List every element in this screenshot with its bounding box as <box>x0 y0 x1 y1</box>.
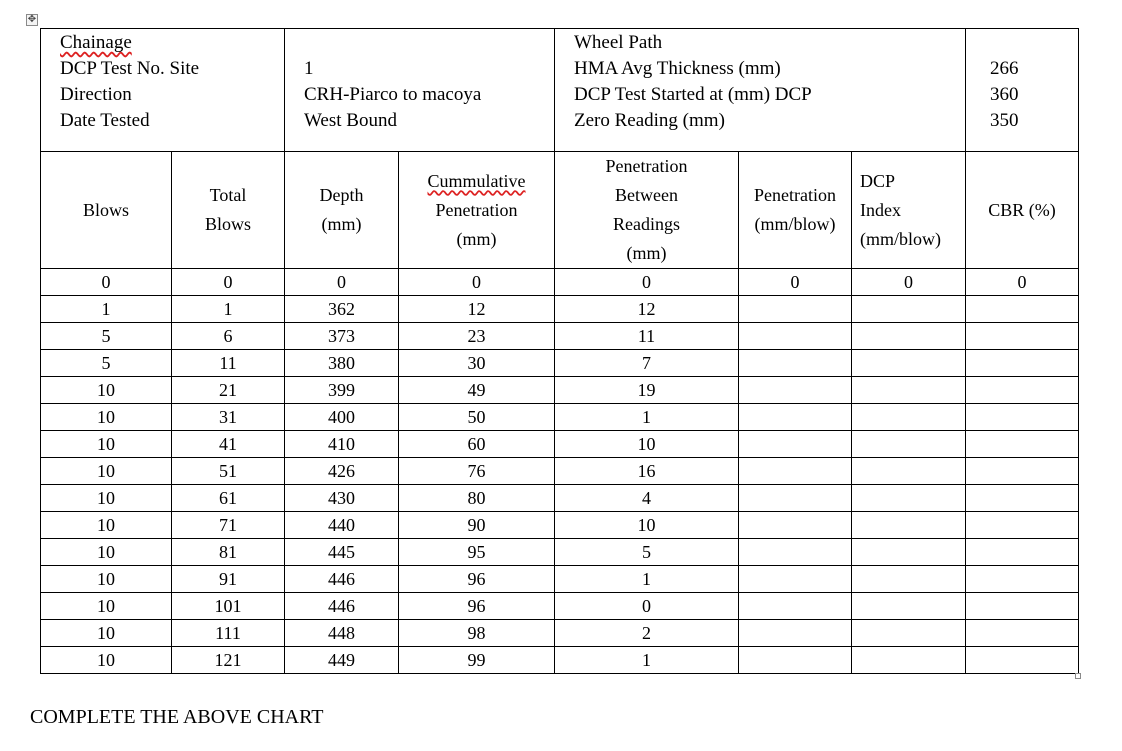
cell-depth: 362 <box>285 296 399 323</box>
cell-cumulative: 96 <box>399 593 555 620</box>
cell-blows: 5 <box>41 323 172 350</box>
test-info-values <box>285 29 555 152</box>
cell-cumulative: 30 <box>399 350 555 377</box>
cell-cumulative: 23 <box>399 323 555 350</box>
col-header-cumulative: Cummulative Penetration (mm) <box>399 152 555 269</box>
cell-pen-rate <box>739 296 852 323</box>
cell-depth: 426 <box>285 458 399 485</box>
cell-pen-rate <box>739 404 852 431</box>
cell-cumulative: 80 <box>399 485 555 512</box>
cell-cbr <box>966 296 1079 323</box>
cell-total-blows: 21 <box>172 377 285 404</box>
cell-cumulative: 60 <box>399 431 555 458</box>
cell-cumulative: 12 <box>399 296 555 323</box>
cell-cbr: 0 <box>966 269 1079 296</box>
cell-dcp-index <box>852 566 966 593</box>
cell-pen-between: 10 <box>555 431 739 458</box>
cell-depth: 399 <box>285 377 399 404</box>
col-header-total-blows: Total Blows <box>172 152 285 269</box>
cell-depth: 446 <box>285 593 399 620</box>
cell-pen-between: 0 <box>555 593 739 620</box>
cell-cumulative: 49 <box>399 377 555 404</box>
table-row <box>41 296 1079 323</box>
cell-pen-between: 1 <box>555 404 739 431</box>
cell-cbr <box>966 485 1079 512</box>
cell-dcp-index <box>852 512 966 539</box>
cell-total-blows: 1 <box>172 296 285 323</box>
cell-total-blows: 6 <box>172 323 285 350</box>
column-header-row <box>41 152 1079 269</box>
cell-cbr <box>966 593 1079 620</box>
table-row <box>41 539 1079 566</box>
cell-blows: 10 <box>41 485 172 512</box>
cell-blows: 10 <box>41 431 172 458</box>
cell-pen-between: 1 <box>555 566 739 593</box>
table-row <box>41 593 1079 620</box>
cell-depth: 448 <box>285 620 399 647</box>
test-info-row <box>41 29 1079 152</box>
table-row <box>41 323 1079 350</box>
cell-cumulative: 99 <box>399 647 555 674</box>
table-move-handle-icon[interactable]: ✥ <box>27 14 37 25</box>
cell-blows: 10 <box>41 647 172 674</box>
cell-cumulative: 90 <box>399 512 555 539</box>
cell-depth: 449 <box>285 647 399 674</box>
cell-pen-rate <box>739 620 852 647</box>
cell-cbr <box>966 566 1079 593</box>
cell-blows: 10 <box>41 458 172 485</box>
col-header-cbr: CBR (%) <box>966 152 1079 269</box>
dcp-test-table <box>40 28 1079 674</box>
cell-depth: 440 <box>285 512 399 539</box>
cell-pen-between: 0 <box>555 269 739 296</box>
cell-pen-rate <box>739 512 852 539</box>
cell-depth: 0 <box>285 269 399 296</box>
label-dcp-started: DCP Test Started at (mm) DCP <box>574 84 812 105</box>
cell-blows: 10 <box>41 566 172 593</box>
cell-pen-rate: 0 <box>739 269 852 296</box>
cell-cumulative: 98 <box>399 620 555 647</box>
table-row <box>41 485 1079 512</box>
table-row <box>41 647 1079 674</box>
table-row <box>41 620 1079 647</box>
cell-cumulative: 95 <box>399 539 555 566</box>
cell-pen-between: 5 <box>555 539 739 566</box>
table-resize-handle-icon[interactable] <box>1075 673 1081 679</box>
cell-cbr <box>966 431 1079 458</box>
cell-dcp-index <box>852 377 966 404</box>
label-date-tested: Date Tested <box>60 110 150 131</box>
cell-pen-between: 7 <box>555 350 739 377</box>
cell-pen-rate <box>739 647 852 674</box>
cell-pen-rate <box>739 485 852 512</box>
cell-pen-between: 4 <box>555 485 739 512</box>
cell-total-blows: 71 <box>172 512 285 539</box>
label-direction: Direction <box>60 84 132 105</box>
test-info-labels <box>41 29 285 152</box>
label-zero-reading: Zero Reading (mm) <box>574 110 725 131</box>
value-test-no: 1 <box>304 58 314 79</box>
label-wheel-path: Wheel Path <box>574 32 663 53</box>
cell-blows: 10 <box>41 539 172 566</box>
cell-depth: 400 <box>285 404 399 431</box>
table-row <box>41 377 1079 404</box>
value-zero-reading: 350 <box>990 110 1019 131</box>
cell-cumulative: 0 <box>399 269 555 296</box>
cell-total-blows: 0 <box>172 269 285 296</box>
cell-cumulative: 76 <box>399 458 555 485</box>
cell-total-blows: 101 <box>172 593 285 620</box>
cell-blows: 1 <box>41 296 172 323</box>
cell-cbr <box>966 350 1079 377</box>
table-row <box>41 566 1079 593</box>
value-direction: West Bound <box>304 110 397 131</box>
cell-pen-between: 1 <box>555 647 739 674</box>
cell-dcp-index <box>852 647 966 674</box>
cell-pen-rate <box>739 539 852 566</box>
cell-blows: 10 <box>41 404 172 431</box>
cell-depth: 446 <box>285 566 399 593</box>
cell-cbr <box>966 620 1079 647</box>
cell-cumulative: 50 <box>399 404 555 431</box>
cell-dcp-index <box>852 323 966 350</box>
value-dcp-started: 360 <box>990 84 1019 105</box>
cell-cbr <box>966 458 1079 485</box>
cell-pen-between: 19 <box>555 377 739 404</box>
cell-total-blows: 41 <box>172 431 285 458</box>
label-chainage: Chainage <box>60 32 132 53</box>
cell-dcp-index: 0 <box>852 269 966 296</box>
col-header-depth: Depth (mm) <box>285 152 399 269</box>
cell-pen-rate <box>739 458 852 485</box>
test-params-values <box>966 29 1079 152</box>
cell-total-blows: 81 <box>172 539 285 566</box>
cell-dcp-index <box>852 296 966 323</box>
cell-cbr <box>966 647 1079 674</box>
cell-cbr <box>966 539 1079 566</box>
cell-dcp-index <box>852 593 966 620</box>
label-test-no-site: DCP Test No. Site <box>60 58 200 79</box>
table-row <box>41 269 1079 296</box>
cell-total-blows: 61 <box>172 485 285 512</box>
cell-pen-rate <box>739 350 852 377</box>
cell-dcp-index <box>852 539 966 566</box>
cell-dcp-index <box>852 431 966 458</box>
cell-depth: 373 <box>285 323 399 350</box>
cell-cbr <box>966 323 1079 350</box>
cell-cbr <box>966 377 1079 404</box>
cell-cbr <box>966 404 1079 431</box>
value-site: CRH-Piarco to macoya <box>304 84 482 105</box>
data-rows <box>41 269 1079 674</box>
cell-pen-rate <box>739 323 852 350</box>
cell-pen-rate <box>739 431 852 458</box>
cell-dcp-index <box>852 485 966 512</box>
table-row <box>41 431 1079 458</box>
table-row <box>41 512 1079 539</box>
cell-dcp-index <box>852 404 966 431</box>
cell-total-blows: 11 <box>172 350 285 377</box>
label-hma-thickness: HMA Avg Thickness (mm) <box>574 58 781 79</box>
cell-total-blows: 121 <box>172 647 285 674</box>
cell-depth: 430 <box>285 485 399 512</box>
cell-dcp-index <box>852 620 966 647</box>
col-header-dcp-index: DCP Index (mm/blow) <box>852 152 966 269</box>
table-row <box>41 350 1079 377</box>
cell-pen-between: 2 <box>555 620 739 647</box>
cell-blows: 0 <box>41 269 172 296</box>
cell-blows: 5 <box>41 350 172 377</box>
col-header-pen-rate: Penetration (mm/blow) <box>739 152 852 269</box>
table-row <box>41 404 1079 431</box>
cell-blows: 10 <box>41 512 172 539</box>
cell-dcp-index <box>852 350 966 377</box>
col-header-pen-between: Penetration Between Readings (mm) <box>555 152 739 269</box>
cell-pen-rate <box>739 566 852 593</box>
cell-total-blows: 51 <box>172 458 285 485</box>
cell-pen-rate <box>739 593 852 620</box>
cell-blows: 10 <box>41 377 172 404</box>
cell-dcp-index <box>852 458 966 485</box>
cell-depth: 410 <box>285 431 399 458</box>
cell-pen-between: 10 <box>555 512 739 539</box>
cell-pen-rate <box>739 377 852 404</box>
cell-pen-between: 12 <box>555 296 739 323</box>
cell-depth: 445 <box>285 539 399 566</box>
cell-blows: 10 <box>41 593 172 620</box>
cell-pen-between: 11 <box>555 323 739 350</box>
cell-cbr <box>966 512 1079 539</box>
col-header-blows: Blows <box>41 152 172 269</box>
cell-cumulative: 96 <box>399 566 555 593</box>
cell-depth: 380 <box>285 350 399 377</box>
cell-total-blows: 91 <box>172 566 285 593</box>
cell-total-blows: 31 <box>172 404 285 431</box>
cell-total-blows: 111 <box>172 620 285 647</box>
cell-pen-between: 16 <box>555 458 739 485</box>
cell-blows: 10 <box>41 620 172 647</box>
table-row <box>41 458 1079 485</box>
test-params-labels <box>555 29 966 152</box>
instruction-text: COMPLETE THE ABOVE CHART <box>30 706 324 728</box>
value-hma-thickness: 266 <box>990 58 1019 79</box>
